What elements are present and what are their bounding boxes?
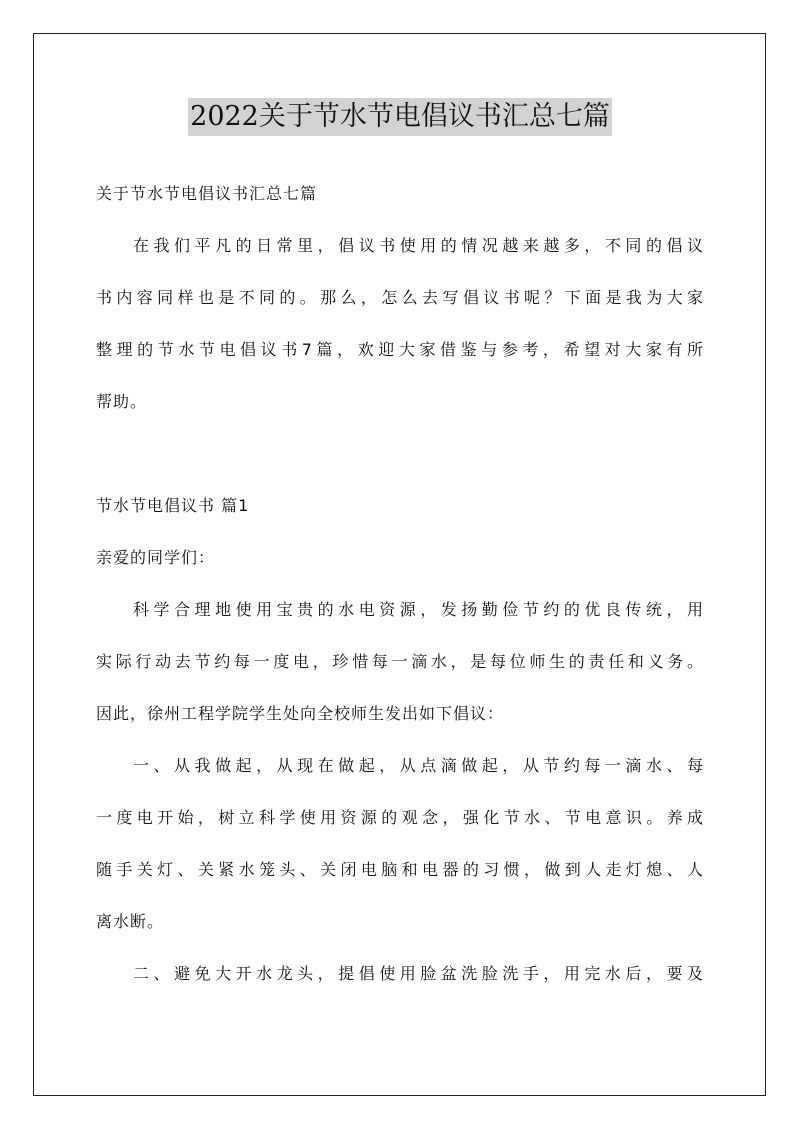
- paragraph-line: 科学合理地使用宝贵的水电资源，发扬勤俭节约的优良传统，用: [133, 600, 704, 619]
- paragraph-line: 离水断。: [96, 912, 165, 931]
- document-title: 2022关于节水节电倡议书汇总七篇: [188, 98, 612, 136]
- paragraph-line: 二、避免大开水龙头，提倡使用脸盆洗脸洗手，用完水后，要及: [133, 964, 704, 983]
- salutation: 亲爱的同学们：: [96, 548, 216, 567]
- section-heading: 节水节电倡议书 篇1: [96, 496, 250, 515]
- intro-line: 帮助。: [96, 392, 148, 411]
- paragraph-line: 因此，徐州工程学院学生处向全校师生发出如下倡议：: [96, 704, 505, 723]
- paragraph-line: 一、从我做起，从现在做起，从点滴做起，从节约每一滴水、每: [133, 756, 704, 775]
- paragraph-line: 一度电开始，树立科学使用资源的观念，强化节水、节电意识。养成: [96, 808, 704, 827]
- title-container: [0, 98, 800, 136]
- paragraph-line: 随手关灯、关紧水笼头、关闭电脑和电器的习惯，做到人走灯熄、人: [96, 860, 704, 879]
- intro-line: 在我们平凡的日常里，倡议书使用的情况越来越多，不同的倡议: [133, 236, 704, 255]
- document-body: [96, 168, 704, 1000]
- intro-line: 整理的节水节电倡议书7篇，欢迎大家借鉴与参考，希望对大家有所: [96, 340, 704, 359]
- blank-line: [96, 428, 704, 480]
- intro-line: 书内容同样也是不同的。那么，怎么去写倡议书呢？下面是我为大家: [96, 288, 704, 307]
- paragraph-line: 实际行动去节约每一度电，珍惜每一滴水，是每位师生的责任和义务。: [96, 652, 704, 671]
- document-subtitle: 关于节水节电倡议书汇总七篇: [96, 184, 318, 203]
